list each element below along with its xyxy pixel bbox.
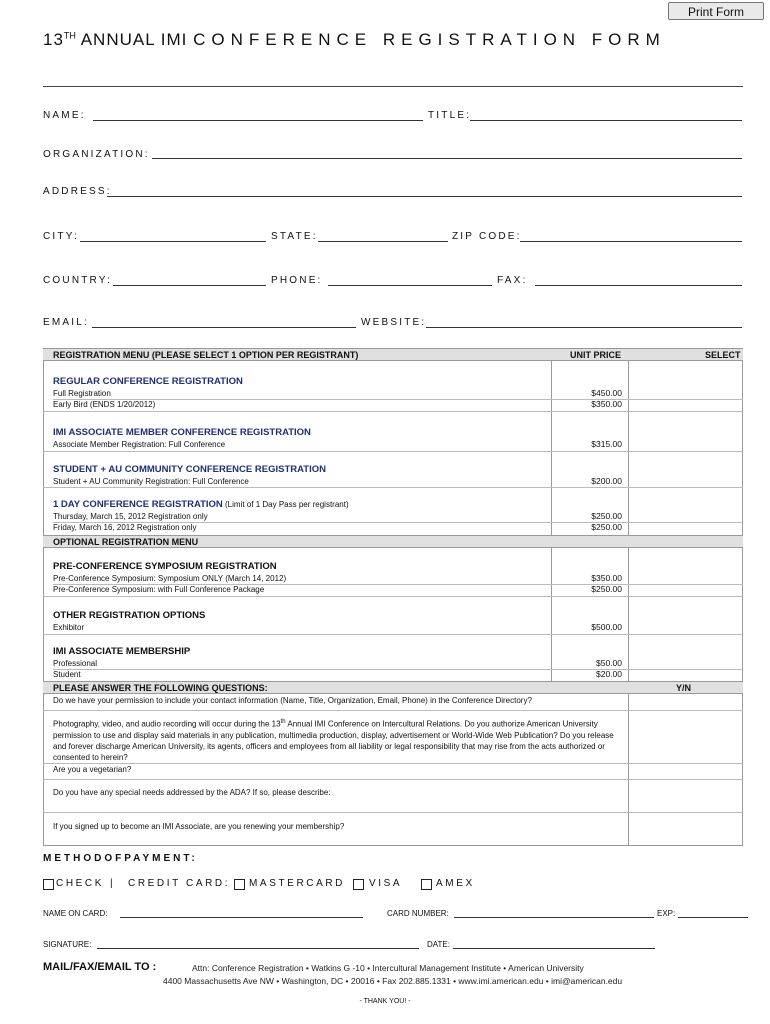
item-price: $200.00 [591,476,622,486]
item-price: $250.00 [591,522,622,532]
mail-address-line1: Attn: Conference Registration • Watkins G -10 • Intercultural Management Institute • American University [192,963,584,973]
mail-label: MAIL/FAX/EMAIL TO : [43,961,157,973]
one-day-registration-title [53,499,349,510]
question-renewal: If you signed up to become an IMI Associate, are you renewing your membership? [53,822,345,831]
exp-label: EXP: [657,909,676,918]
table-bottom-border [43,845,743,846]
city-label: CITY: [43,231,80,242]
row-divider [53,669,743,670]
page-title [43,30,666,50]
city-field[interactable] [80,241,266,242]
name-on-card-field[interactable] [120,917,363,918]
credit-card-label: CREDIT CARD: [128,878,231,889]
select-header: SELECT [705,350,741,360]
item-price: $315.00 [591,439,622,449]
item-price: $20.00 [596,669,622,679]
check-label: CHECK [56,878,105,889]
state-field[interactable] [318,241,448,242]
registration-header [43,348,743,361]
country-field[interactable] [113,285,266,286]
other-options-title: OTHER REGISTRATION OPTIONS [53,610,206,621]
optional-registration-header [43,535,743,548]
title-superscript: TH [63,30,76,41]
organization-field[interactable] [152,158,742,159]
yn-header: Y/N [676,683,692,693]
website-label: WEBSITE: [361,317,427,328]
row-divider [53,399,743,400]
email-label: EMAIL: [43,317,89,328]
print-form-button[interactable]: Print Form [668,2,764,20]
title-rule [43,86,743,87]
list-item: Student [53,670,81,679]
date-field[interactable] [453,948,655,949]
phone-field[interactable] [328,285,492,286]
questions-header [43,681,743,694]
registration-header-menu: REGISTRATION MENU (PLEASE SELECT 1 OPTION PER REGISTRANT) [53,350,359,360]
list-item: Pre-Conference Symposium: Symposium ONLY (March 14, 2012) [53,574,287,583]
row-divider [43,634,743,635]
item-price: $50.00 [596,658,622,668]
fax-field[interactable] [535,285,742,286]
q2-text-post: Annual IMI Conference on Intercultural Relations. Do you authorize American University permission to use and display said materials in any publication, multimedia production, display, advertisement or World-Wide Web Publication? Do you release and forever discharge American University, its agents, officers and employees from all liability or legal responsibility that may rise from the acts authorized or consented to herein? [53,719,614,762]
row-divider [43,710,743,711]
list-item: Thursday, March 15, 2012 Registration only [53,512,208,521]
zip-label: ZIP CODE: [452,231,522,242]
card-number-label: CARD NUMBER: [387,909,449,918]
country-label: COUNTRY: [43,275,113,286]
list-item: Professional [53,659,98,668]
signature-field[interactable] [97,948,419,949]
list-item: Friday, March 16, 2012 Registration only [53,523,197,532]
question-vegetarian: Are you a vegetarian? [53,765,132,774]
yn-col-divider [628,694,629,845]
item-price: $250.00 [591,584,622,594]
email-field[interactable] [92,327,356,328]
question-directory: Do we have your permission to include your contact information (Name, Title, Organization, Email, Phone) in the Conference Directory? [53,696,532,705]
title-spaced: CONFERENCE REGISTRATION FORM [193,30,666,49]
organization-label: ORGANIZATION: [43,149,150,160]
item-price: $250.00 [591,511,622,521]
title-mid: ANNUAL IMI [75,30,194,49]
exp-field[interactable] [678,917,748,918]
name-on-card-label: NAME ON CARD: [43,909,108,918]
state-label: STATE: [271,231,318,242]
name-field[interactable] [93,120,423,121]
row-divider [43,487,743,488]
signature-label: SIGNATURE: [43,940,92,949]
name-label: NAME: [43,110,86,121]
q2-sup: th [280,719,286,725]
price-col-divider [551,348,552,535]
select-col-divider [628,348,629,535]
one-day-title-text: 1 DAY CONFERENCE REGISTRATION [53,499,223,510]
question-photography [53,717,628,763]
list-item: Early Bird (ENDS 1/20/2012) [53,400,156,409]
item-price: $350.00 [591,573,622,583]
phone-label: PHONE: [271,275,323,286]
title-field[interactable] [470,120,742,121]
item-price: $450.00 [591,388,622,398]
row-divider [43,596,743,597]
item-price: $350.00 [591,399,622,409]
membership-title: IMI ASSOCIATE MEMBERSHIP [53,646,191,657]
payment-divider: | [110,878,116,889]
question-ada: Do you have any special needs addressed by the ADA? If so, please describe: [53,788,331,797]
row-divider [43,411,743,412]
regular-registration-title: REGULAR CONFERENCE REGISTRATION [53,376,243,387]
date-label: DATE: [427,940,450,949]
card-number-field[interactable] [454,917,654,918]
row-divider [43,451,743,452]
mail-address-line2: 4400 Massachusetts Ave NW • Washington, DC • 20016 • Fax 202.885.1331 • www.imi.american.edu • imi@american.edu [163,976,623,986]
mastercard-label: MASTERCARD [249,878,346,889]
unit-price-header: UNIT PRICE [570,350,622,360]
thank-you: - THANK YOU! - [359,998,411,1005]
associate-registration-title: IMI ASSOCIATE MEMBER CONFERENCE REGISTRATION [53,427,311,438]
q2-text-pre: Photography, video, and audio recording will occur during the 13 [53,719,281,729]
list-item: Full Registration [53,389,111,398]
title-label: TITLE: [428,110,472,121]
list-item: Associate Member Registration: Full Conference [53,440,226,449]
website-field[interactable] [426,327,742,328]
list-item: Pre-Conference Symposium: with Full Conference Package [53,585,265,594]
row-divider [43,812,743,813]
address-field[interactable] [107,196,742,197]
student-registration-title: STUDENT + AU COMMUNITY CONFERENCE REGISTRATION [53,464,326,475]
symposium-title: PRE-CONFERENCE SYMPOSIUM REGISTRATION [53,561,277,572]
optional-header-text: OPTIONAL REGISTRATION MENU [53,537,199,547]
zip-field[interactable] [520,241,742,242]
amex-label: AMEX [436,878,475,889]
one-day-note: (Limit of 1 Day Pass per registrant) [222,500,349,509]
item-price: $500.00 [591,622,622,632]
row-divider [43,779,743,780]
price-col-divider-2 [551,548,552,681]
select-col-divider-2 [628,548,629,681]
visa-label: VISA [369,878,403,889]
title-number: 13 [43,30,64,49]
amex-checkbox[interactable] [421,879,432,890]
visa-checkbox[interactable] [353,879,364,890]
address-label: ADDRESS: [43,186,112,197]
mastercard-checkbox[interactable] [234,879,245,890]
list-item: Student + AU Community Registration: Full Conference [53,477,249,486]
fax-label: FAX: [497,275,528,286]
list-item: Exhibitor [53,623,85,632]
payment-title: METHODOFPAYMENT: [43,853,198,864]
questions-header-text: PLEASE ANSWER THE FOLLOWING QUESTIONS: [53,683,268,693]
check-checkbox[interactable] [43,879,54,890]
